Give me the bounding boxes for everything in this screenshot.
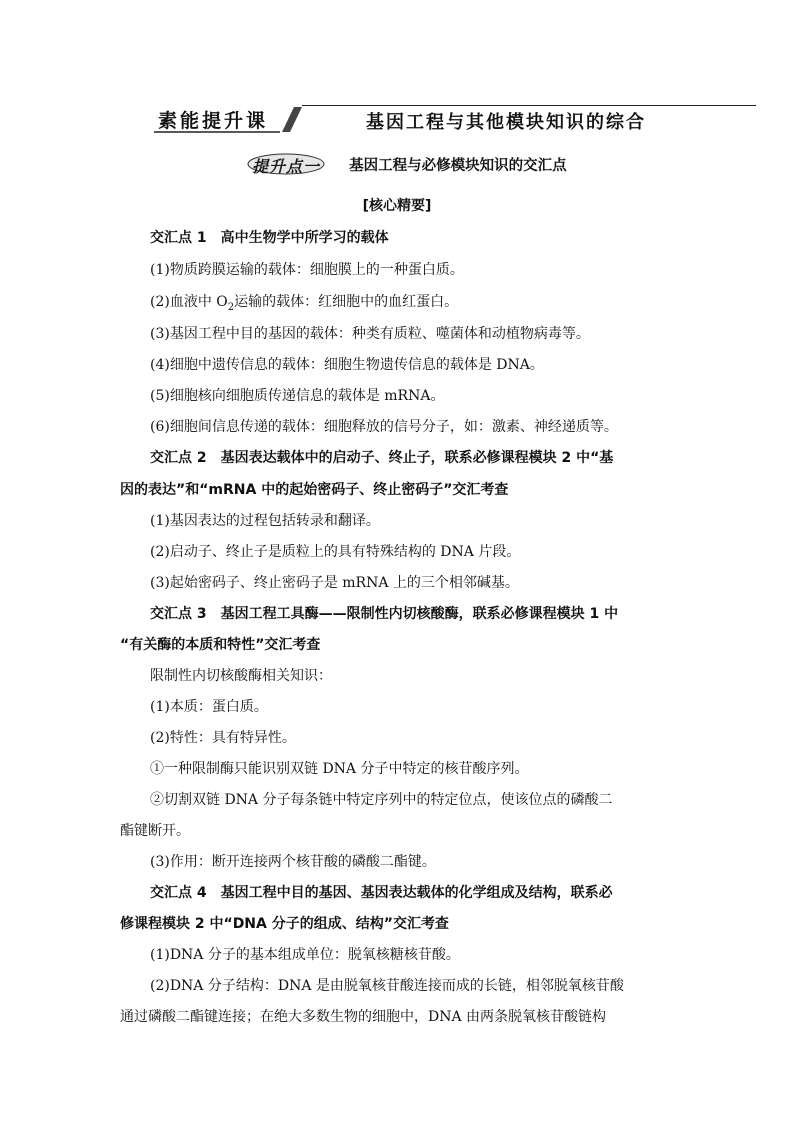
text-line: (3)作用：断开连接两个核苷酸的磷酸二酯键。 — [150, 854, 436, 870]
section-badge — [246, 153, 326, 175]
text-line: (1)DNA 分子的基本组成单位：脱氧核糖核苷酸。 — [150, 947, 460, 963]
text-line: 酯键断开。 — [120, 823, 190, 839]
text-line: (2)启动子、终止子是质粒上的具有特殊结构的 DNA 片段。 — [150, 544, 521, 560]
text-line: 限制性内切核酸酶相关知识： — [150, 668, 332, 684]
text-line: 通过磷酸二酯键连接；在绝大多数生物的细胞中，DNA 由两条脱氧核苷酸链构 — [120, 1009, 607, 1025]
text-fragment: 运输的载体：红细胞中的血红蛋白。 — [234, 294, 459, 310]
text-line: (5)细胞核向细胞质传递信息的载体是 mRNA。 — [150, 388, 445, 404]
text-line: (3)起始密码子、终止密码子是 mRNA 上的三个相邻碱基。 — [150, 575, 519, 591]
header-title: 基因工程与其他模块知识的综合 — [366, 112, 646, 133]
crosspoint-3-heading: 交汇点 3 基因工程工具酶——限制性内切核酸酶，联系必修课程模块 1 中 — [150, 606, 619, 622]
crosspoint-3-heading-cont: “有关酶的本质和特性”交汇考查 — [120, 637, 321, 653]
text-line: (3)基因工程中目的基因的载体：种类有质粒、噬菌体和动植物病毒等。 — [150, 326, 590, 342]
crosspoint-4-heading-cont: 修课程模块 2 中“DNA 分子的组成、结构”交汇考查 — [120, 916, 449, 932]
text-line: (1)基因表达的过程包括转录和翻译。 — [150, 513, 380, 529]
crosspoint-2-heading-cont: 因的表达”和“mRNA 中的起始密码子、终止密码子”交汇考查 — [120, 482, 509, 498]
text-line — [150, 291, 458, 313]
text-line: ①一种限制酶只能识别双链 DNA 分子中特定的核苷酸序列。 — [150, 761, 529, 777]
subscript: 2 — [227, 301, 235, 313]
text-line: (6)细胞间信息传递的载体：细胞释放的信号分子，如：激素、神经递质等。 — [150, 419, 618, 435]
header-rule — [302, 105, 756, 106]
text-line: (2)特性：具有特异性。 — [150, 730, 296, 746]
header-tag-text: 素能提升课 — [158, 110, 269, 132]
section-badge-text: 提升点一 — [252, 157, 321, 176]
header-tag — [152, 102, 302, 132]
crosspoint-2-heading: 交汇点 2 基因表达载体中的启动子、终止子，联系必修课程模块 2 中“基 — [150, 450, 614, 466]
text-fragment: (2)血液中 O — [150, 294, 228, 310]
subhead: [核心精要] — [362, 198, 432, 214]
page-header — [152, 100, 756, 136]
section-heading — [246, 153, 567, 177]
text-line: (2)DNA 分子结构：DNA 是由脱氧核苷酸连接而成的长链，相邻脱氧核苷酸 — [150, 978, 624, 994]
section-title: 基因工程与必修模块知识的交汇点 — [349, 157, 567, 174]
text-line: (1)本质：蛋白质。 — [150, 699, 268, 715]
crosspoint-1-heading: 交汇点 1 高中生物学中所学习的载体 — [150, 230, 389, 246]
text-line: (1)物质跨膜运输的载体：细胞膜上的一种蛋白质。 — [150, 262, 464, 278]
text-line: (4)细胞中遗传信息的载体：细胞生物遗传信息的载体是 DNA。 — [150, 357, 544, 373]
text-line: ②切割双链 DNA 分子每条链中特定序列中的特定位点，使该位点的磷酸二 — [150, 792, 613, 808]
crosspoint-4-heading: 交汇点 4 基因工程中目的基因、基因表达载体的化学组成及结构，联系必 — [150, 885, 613, 901]
